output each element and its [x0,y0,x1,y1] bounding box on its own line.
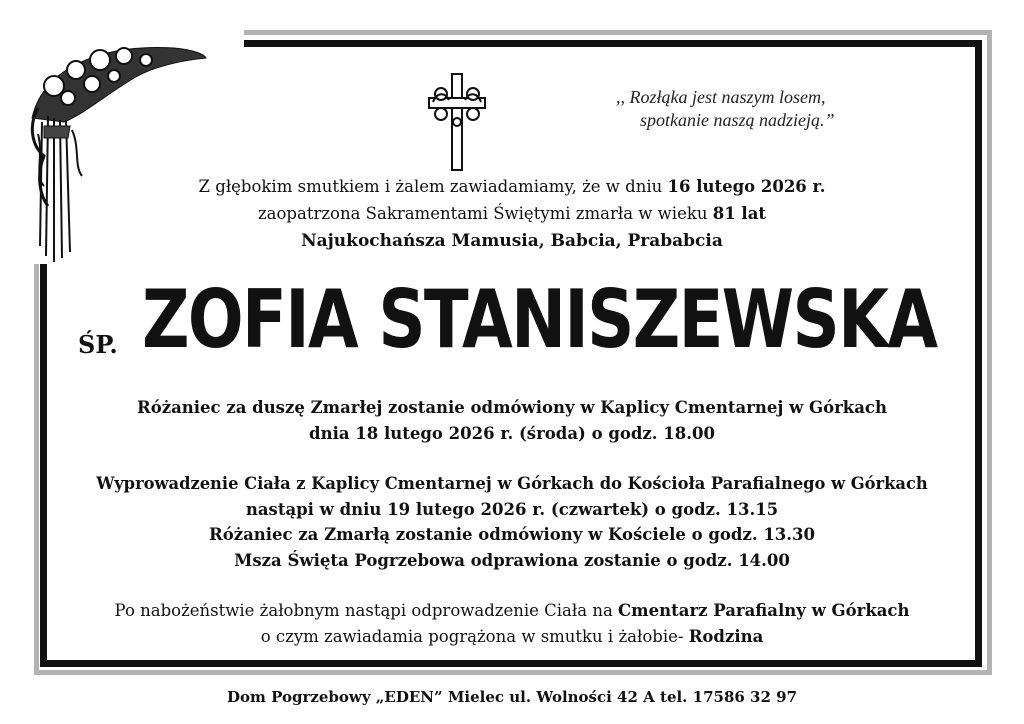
intro-text-2: zaopatrzona Sakramentami Świętymi zmarła w wieku [257,204,713,223]
quote-line-1: ,, Rozłąka jest naszym losem, [616,87,826,107]
wreath-icon [24,26,214,266]
funeral-line-4: Msza Święta Pogrzebowa odprawiona zostanie o godz. 14.00 [234,551,790,570]
closing-line-1 [0,601,1024,620]
family: Rodzina [688,627,764,646]
intro-line-2 [0,204,1024,223]
rosary-line-1: Różaniec za duszę Zmarłej zostanie odmówiony w Kaplicy Cmentarnej w Górkach [137,398,887,417]
name-prefix: ŚP. [78,330,118,359]
intro-line-3: Najukochańsza Mamusia, Babcia, Prababcia [301,231,723,251]
closing-text-2: o czym zawiadamia pogrążona w smutku i żałobie- [260,627,689,646]
funeral-line-3: Różaniec za Zmarłą zostanie odmówiony w Kościele o godz. 13.30 [208,525,815,544]
funeral-line-2: nastąpi w dniu 19 lutego 2026 r. (czwartek) o godz. 13.15 [245,500,779,519]
deceased-name-row [70,272,960,372]
funeral-home-footer: Dom Pogrzebowy „EDEN” Mielec ul. Wolności 42 A tel. 17586 32 97 [226,688,798,706]
closing-text-1: Po nabożeństwie żałobnym nastąpi odprowadzenie Ciała na [114,601,619,620]
intro-text-1: Z głębokim smutkiem i żalem zawiadamiamy, że w dniu [198,177,668,196]
rosary-line-2: dnia 18 lutego 2026 r. (środa) o godz. 18.00 [309,424,715,443]
quote-line-2: spotkanie naszą nadzieją.” [640,110,835,130]
cross-icon [421,72,493,172]
quote [616,86,896,132]
closing-line-2 [0,627,1024,646]
death-date: 16 lutego 2026 r. [667,177,826,196]
age: 81 lat [712,204,767,223]
cemetery-name: Cmentarz Parafialny w Górkach [618,601,910,620]
intro-line-1 [0,177,1024,196]
deceased-name: ZOFIA STANISZEWSKA [142,273,937,366]
funeral-line-1: Wyprowadzenie Ciała z Kaplicy Cmentarnej w Górkach do Kościoła Parafialnego w Górkach [96,474,928,493]
